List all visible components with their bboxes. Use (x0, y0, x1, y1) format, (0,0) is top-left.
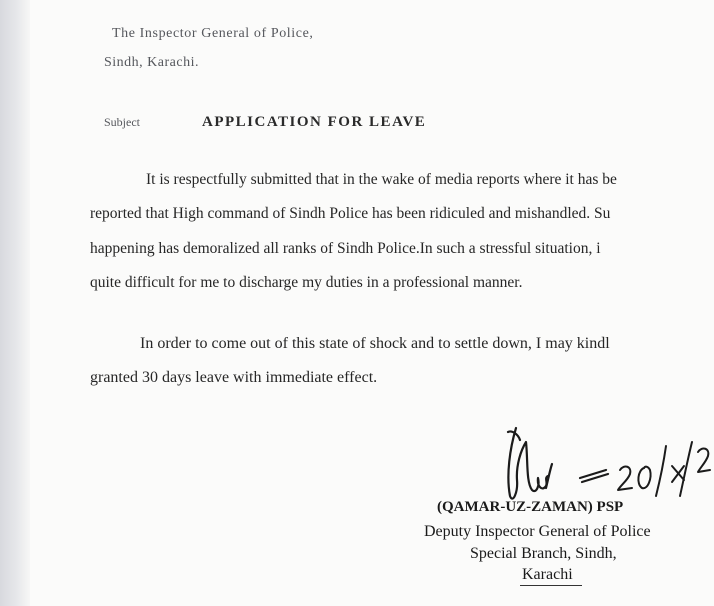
signatory-city: Karachi (522, 566, 573, 583)
subject-label: Subject (104, 115, 140, 129)
addressee-line-2: Sindh, Karachi. (104, 55, 199, 70)
paragraph-1-line-1: It is respectfully submitted that in the wake of media reports where it has be (146, 171, 617, 188)
signatory-designation: Deputy Inspector General of Police (424, 523, 651, 540)
paragraph-2-line-2: granted 30 days leave with immediate effect. (90, 369, 378, 386)
subject-title: APPLICATION FOR LEAVE (202, 114, 427, 130)
paragraph-1-line-2: reported that High command of Sindh Police has been ridiculed and mishandled. Su (90, 205, 611, 222)
signatory-branch: Special Branch, Sindh, (470, 545, 617, 562)
paragraph-2-line-1: In order to come out of this state of shock and to settle down, I may kindl (140, 335, 610, 352)
signatory-name: (QAMAR-UZ-ZAMAN) PSP (437, 499, 624, 515)
paragraph-1-line-3: happening has demoralized all ranks of Sindh Police.In such a stressful situation, i (90, 240, 601, 257)
addressee-line-1: The Inspector General of Police, (112, 26, 314, 41)
handwritten-signature (488, 420, 714, 510)
paragraph-1-line-4: quite difficult for me to discharge my duties in a professional manner. (90, 274, 523, 291)
city-underline (520, 585, 582, 586)
page-edge-shadow (0, 0, 30, 606)
